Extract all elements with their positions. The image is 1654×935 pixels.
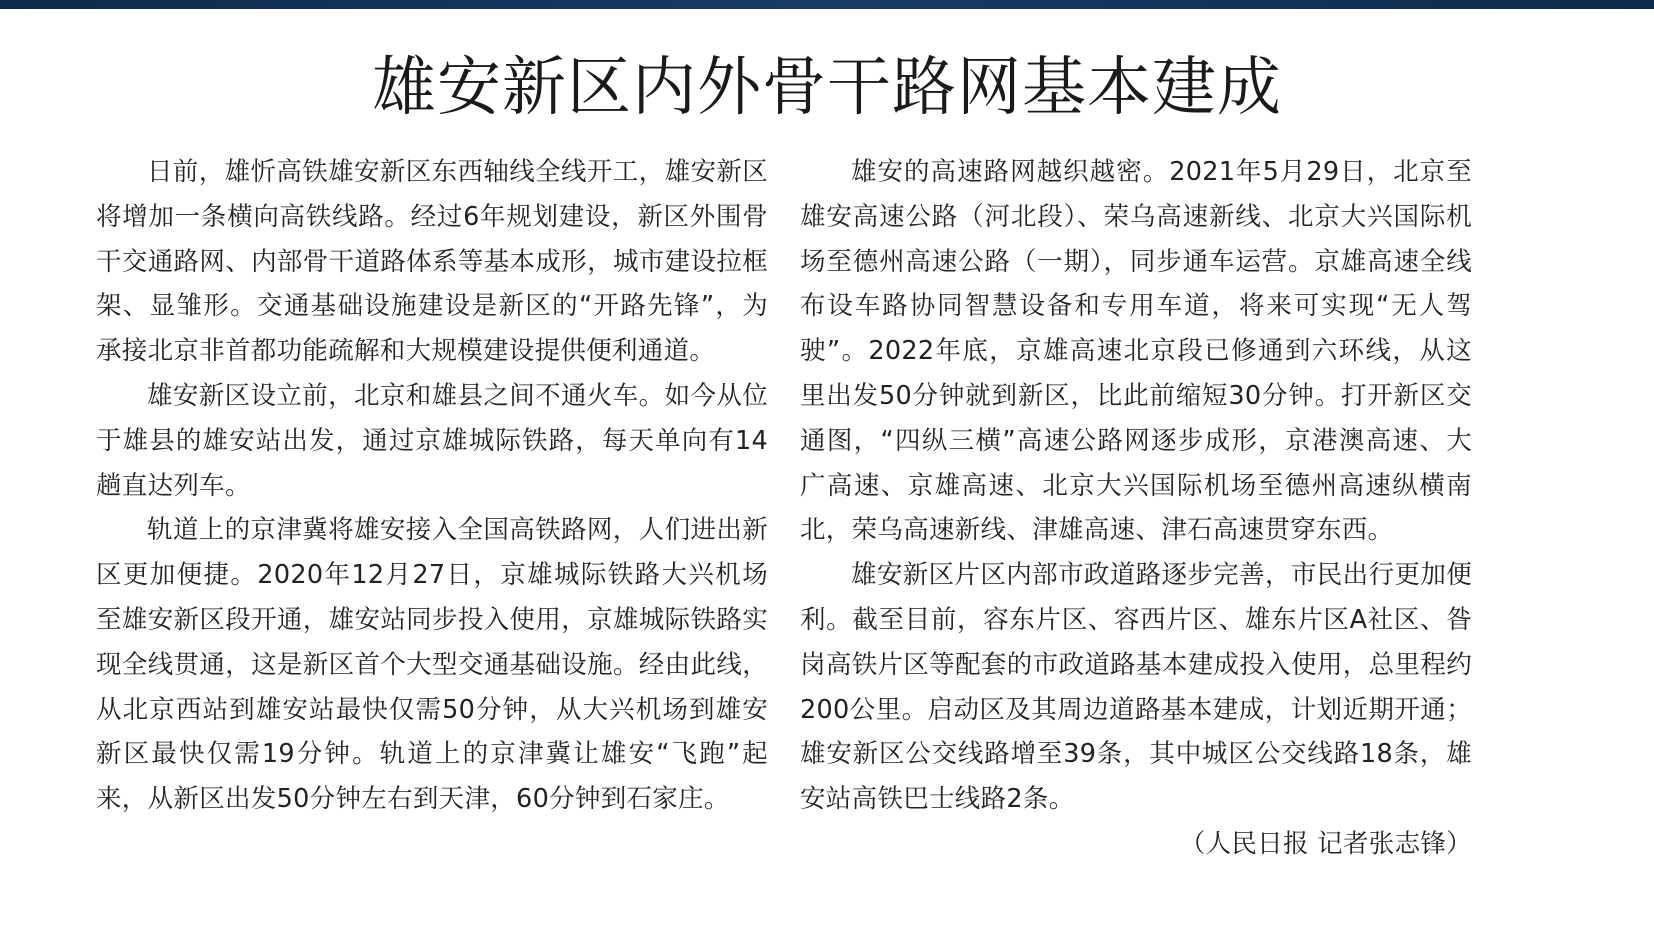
article-byline: （人民日报 记者张志锋） — [1179, 828, 1472, 859]
article-title: 雄安新区内外骨干路网基本建成 — [372, 51, 1282, 125]
top-banner-bar — [0, 0, 1654, 9]
article-paragraph: 轨道上的京津冀将雄安接入全国高铁路网，人们进出新区更加便捷。2020年12月27日，京雄城际铁路大兴机场至雄安新区段开通，雄安站同步投入使用，京雄城际铁路实现全线贯通，这是新区首个大型交通基础设施。经由此线，从北京西站到雄安站最快仅需50分钟，从大兴机场到雄安新区最快仅需19分钟。轨道上的京津冀让雄安“飞跑”起来，从新区出发50分钟左右到天津，60分钟到石家庄。 — [96, 515, 768, 815]
article-paragraph: 日前，雄忻高铁雄安新区东西轴线全线开工，雄安新区将增加一条横向高铁线路。经过6年规划建设，新区外围骨干交通路网、内部骨干道路体系等基本成形，城市建设拉框架、显雏形。交通基础设施建设是新区的“开路先锋”，为承接北京非首都功能疏解和大规模建设提供便利通道。 — [96, 157, 768, 367]
article-left-column — [96, 150, 768, 822]
article-paragraph: 雄安新区片区内部市政道路逐步完善，市民出行更加便利。截至目前，容东片区、容西片区、雄东片区A社区、昝岗高铁片区等配套的市政道路基本建成投入使用，总里程约200公里。启动区及其周边道路基本建成，计划近期开通；雄安新区公交线路增至39条，其中城区公交线路18条，雄安站高铁巴士线路2条。 — [800, 560, 1472, 815]
article-right-column — [800, 150, 1472, 867]
article-paragraph: 雄安的高速路网越织越密。2021年5月29日，北京至雄安高速公路（河北段）、荣乌高速新线、北京大兴国际机场至德州高速公路（一期），同步通车运营。京雄高速全线布设车路协同智慧设备和专用车道，将来可实现“无人驾驶”。2022年底，京雄高速北京段已修通到六环线，从这里出发50分钟就到新区，比此前缩短30分钟。打开新区交通图，“四纵三横”高速公路网逐步成形，京港澳高速、大广高速、京雄高速、北京大兴国际机场至德州高速纵横南北，荣乌高速新线、津雄高速、津石高速贯穿东西。 — [800, 157, 1472, 546]
article-paragraph: 雄安新区设立前，北京和雄县之间不通火车。如今从位于雄县的雄安站出发，通过京雄城际铁路，每天单向有14趟直达列车。 — [96, 380, 768, 501]
